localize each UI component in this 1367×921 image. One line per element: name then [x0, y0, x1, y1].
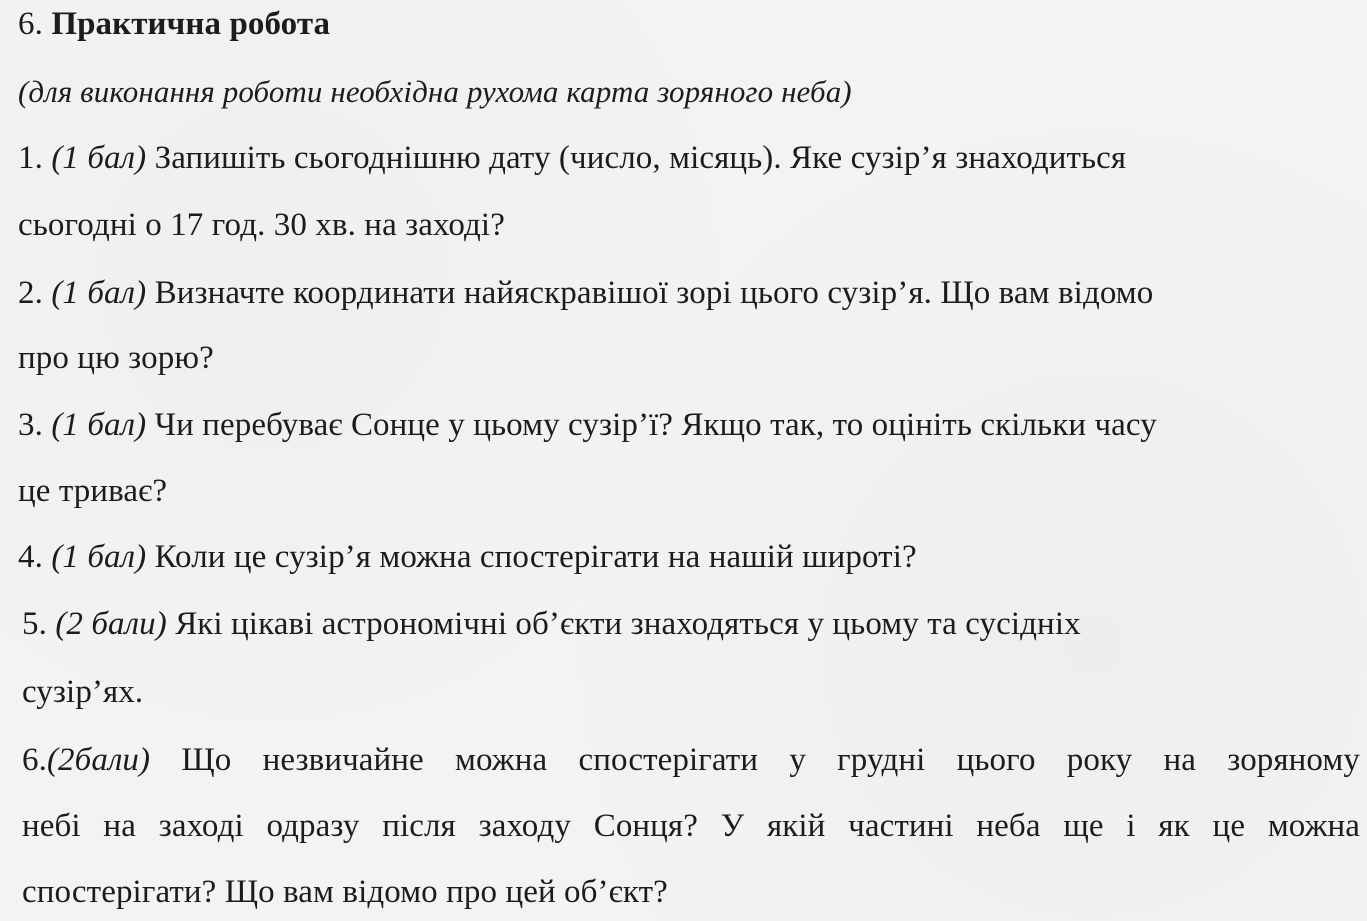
task-1-text: Запишіть сьогоднішню дату (число, місяць). Яке сузір’я знаходиться: [154, 140, 1127, 176]
task-1-number: 1.: [18, 140, 43, 176]
task-3-number: 3.: [18, 407, 43, 443]
task-4-line-1: [18, 537, 917, 577]
task-4-number: 4.: [18, 539, 43, 575]
task-1-line-1: [18, 138, 1126, 178]
task-5-text: Які цікаві астрономічні об’єкти знаходяться у цьому та сусідніх: [175, 606, 1081, 642]
task-2-line-1: [18, 273, 1153, 313]
task-4-points: (1 бал): [51, 539, 147, 575]
task-5-line-2: сузір’ях.: [22, 674, 144, 710]
task-3-line-2: це триває?: [18, 473, 168, 509]
task-2-text: Визначте координати найяскравішої зорі цього сузір’я. Що вам відомо: [154, 275, 1154, 311]
task-3-line-1: [18, 405, 1157, 445]
section-heading: [18, 4, 330, 44]
task-6-line-2: небі на заході одразу після заходу Сонця? У якій частині неба ще і як це можна: [22, 808, 1360, 844]
task-3-text: Чи перебуває Сонце у цьому сузір’ї? Якщо так, то оцініть скільки часу: [154, 407, 1157, 443]
task-2-line-2: про цю зорю?: [18, 340, 214, 376]
task-3-points: (1 бал): [51, 407, 147, 443]
task-6-points: (2бали): [46, 742, 151, 778]
task-4-text: Коли це сузір’я можна спостерігати на нашій широті?: [154, 539, 917, 575]
task-5-number: 5.: [22, 606, 47, 642]
task-6-line-1: [22, 740, 1360, 780]
section-title: Практична робота: [51, 6, 331, 42]
task-2-number: 2.: [18, 275, 43, 311]
task-6-line-3: спостерігати? Що вам відомо про цей об’єкт?: [22, 874, 668, 910]
task-2-points: (1 бал): [51, 275, 147, 311]
task-6-text: Що незвичайне можна спостерігати у грудні цього року на зоряному: [181, 742, 1360, 778]
task-5-points: (2 бали): [55, 606, 167, 642]
task-5-line-1: [22, 604, 1081, 644]
section-subtitle: (для виконання роботи необхідна рухома карта зоряного неба): [18, 74, 852, 109]
section-number: 6.: [18, 6, 43, 42]
task-1-line-2: сьогодні о 17 год. 30 хв. на заході?: [18, 207, 505, 243]
task-1-points: (1 бал): [51, 140, 147, 176]
task-6-number: 6.: [22, 742, 47, 778]
